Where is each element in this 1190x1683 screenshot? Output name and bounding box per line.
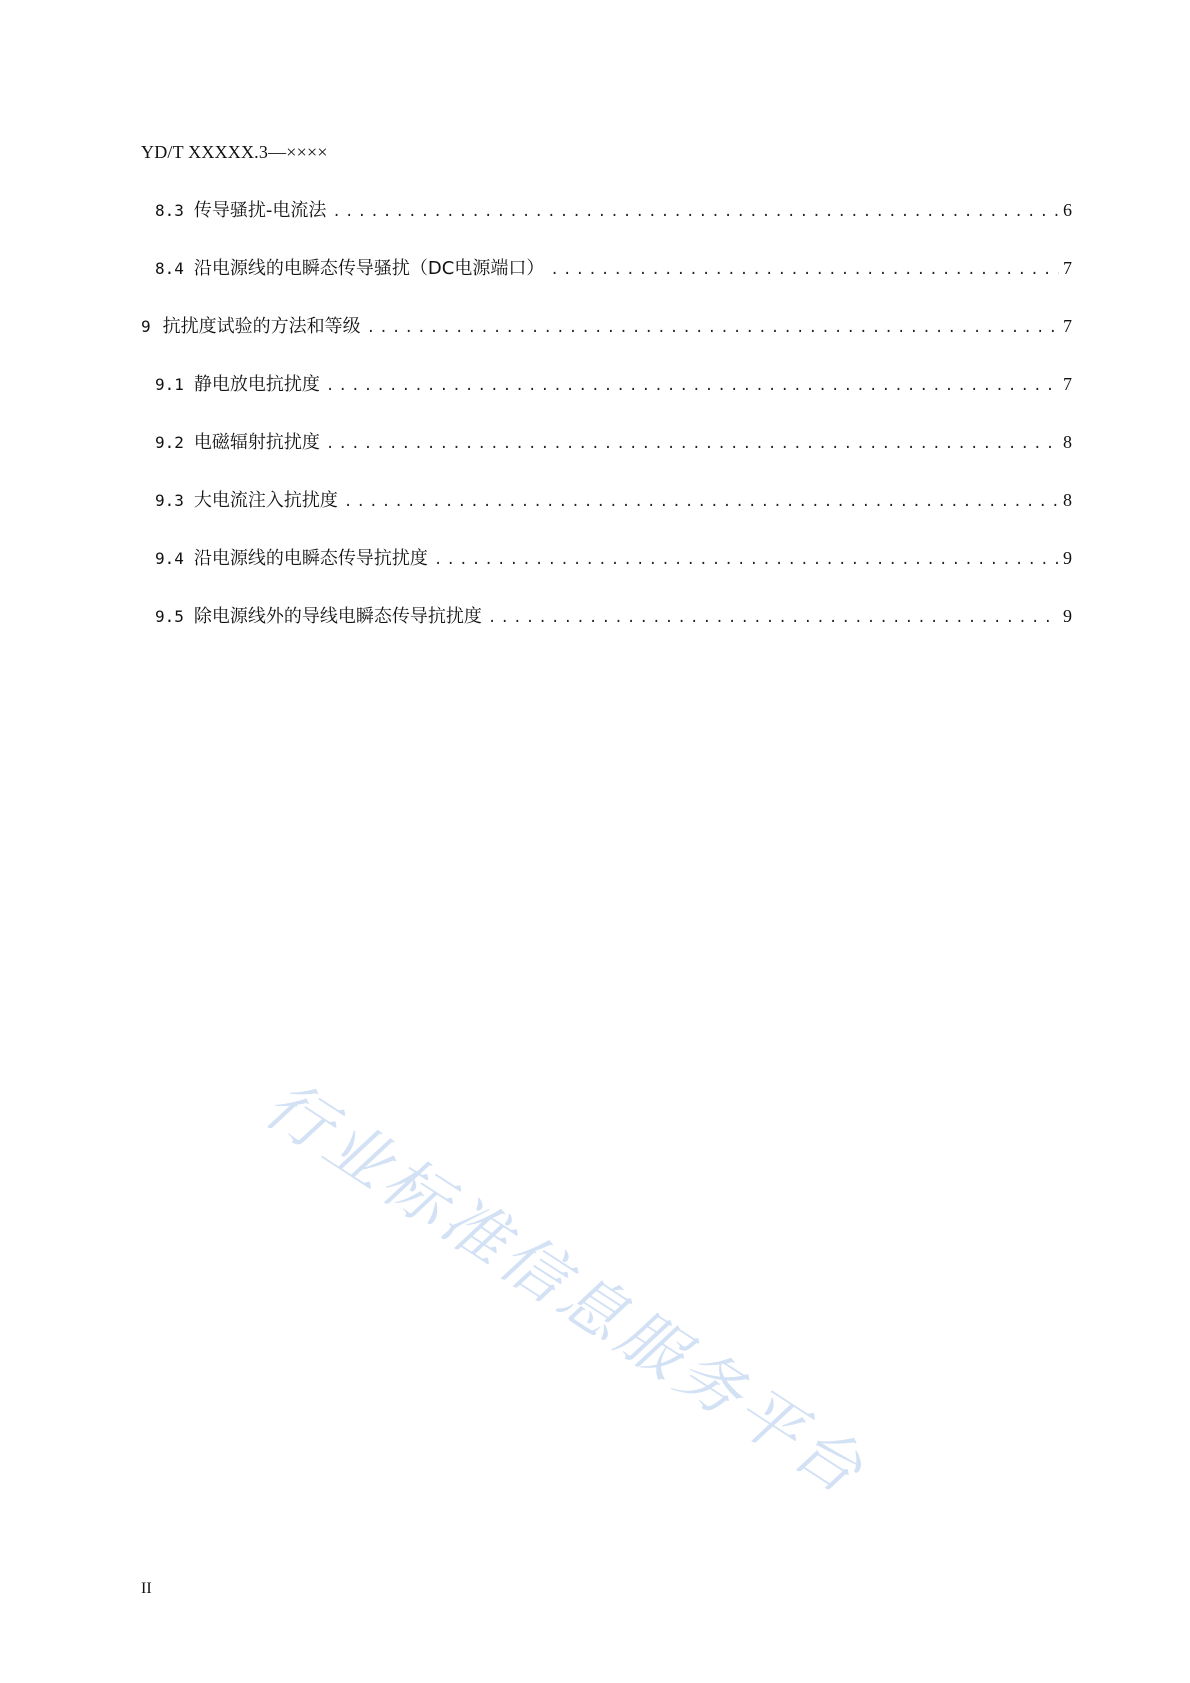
toc-entry-page: 7 [1063, 258, 1072, 278]
toc-entry-title: 除电源线外的导线电瞬态传导抗扰度 [193, 606, 482, 627]
toc-entry-title: 大电流注入抗扰度 [193, 490, 338, 511]
toc-entry-page: 9 [1063, 548, 1072, 568]
toc-entry-title: 沿电源线的电瞬态传导骚扰（DC电源端口） [193, 258, 545, 279]
toc-entry-title: 抗扰度试验的方法和等级 [162, 316, 361, 337]
page-number: II [141, 1580, 152, 1597]
toc-dot-leader [367, 320, 1059, 336]
toc-entry-number: 9.4 [155, 549, 184, 568]
toc-entry-number: 9 [141, 317, 151, 336]
toc-entry-9-5[interactable] [141, 602, 1072, 626]
toc-entry-number: 9.1 [155, 375, 184, 394]
toc-entry-page: 6 [1063, 200, 1072, 220]
toc-entry-9-1[interactable] [141, 370, 1072, 394]
toc-entry-number: 9.5 [155, 607, 184, 626]
toc-entry-9[interactable] [141, 312, 1072, 336]
document-code-header: YD/T XXXXX.3—×××× [141, 142, 328, 162]
toc-entry-title: 传导骚扰-电流法 [193, 200, 327, 221]
toc-entry-page: 7 [1063, 374, 1072, 394]
toc-entry-title: 静电放电抗扰度 [193, 374, 320, 395]
toc-dot-leader [550, 262, 1059, 278]
toc-entry-9-3[interactable] [141, 486, 1072, 510]
toc-dot-leader [326, 378, 1059, 394]
toc-entry-page: 8 [1063, 490, 1072, 510]
toc-dot-leader [434, 552, 1059, 568]
toc-entry-number: 9.3 [155, 491, 184, 510]
toc-entry-title: 电磁辐射抗扰度 [193, 432, 320, 453]
toc-entry-page: 9 [1063, 606, 1072, 626]
toc-entry-page: 8 [1063, 432, 1072, 452]
toc-entry-number: 8.4 [155, 259, 184, 278]
toc-entry-8-3[interactable] [141, 196, 1072, 220]
watermark: 行业标准信息服务平台 [251, 1067, 879, 1511]
toc-entry-title: 沿电源线的电瞬态传导抗扰度 [193, 548, 428, 569]
toc-entry-number: 9.2 [155, 433, 184, 452]
toc-dot-leader [332, 204, 1059, 220]
toc-entry-9-2[interactable] [141, 428, 1072, 452]
toc-entry-8-4[interactable] [141, 254, 1072, 278]
toc-dot-leader [344, 494, 1059, 510]
toc-dot-leader [488, 610, 1059, 626]
toc-entry-number: 8.3 [155, 201, 184, 220]
toc-dot-leader [326, 436, 1059, 452]
toc-entry-9-4[interactable] [141, 544, 1072, 568]
toc-entry-page: 7 [1063, 316, 1072, 336]
